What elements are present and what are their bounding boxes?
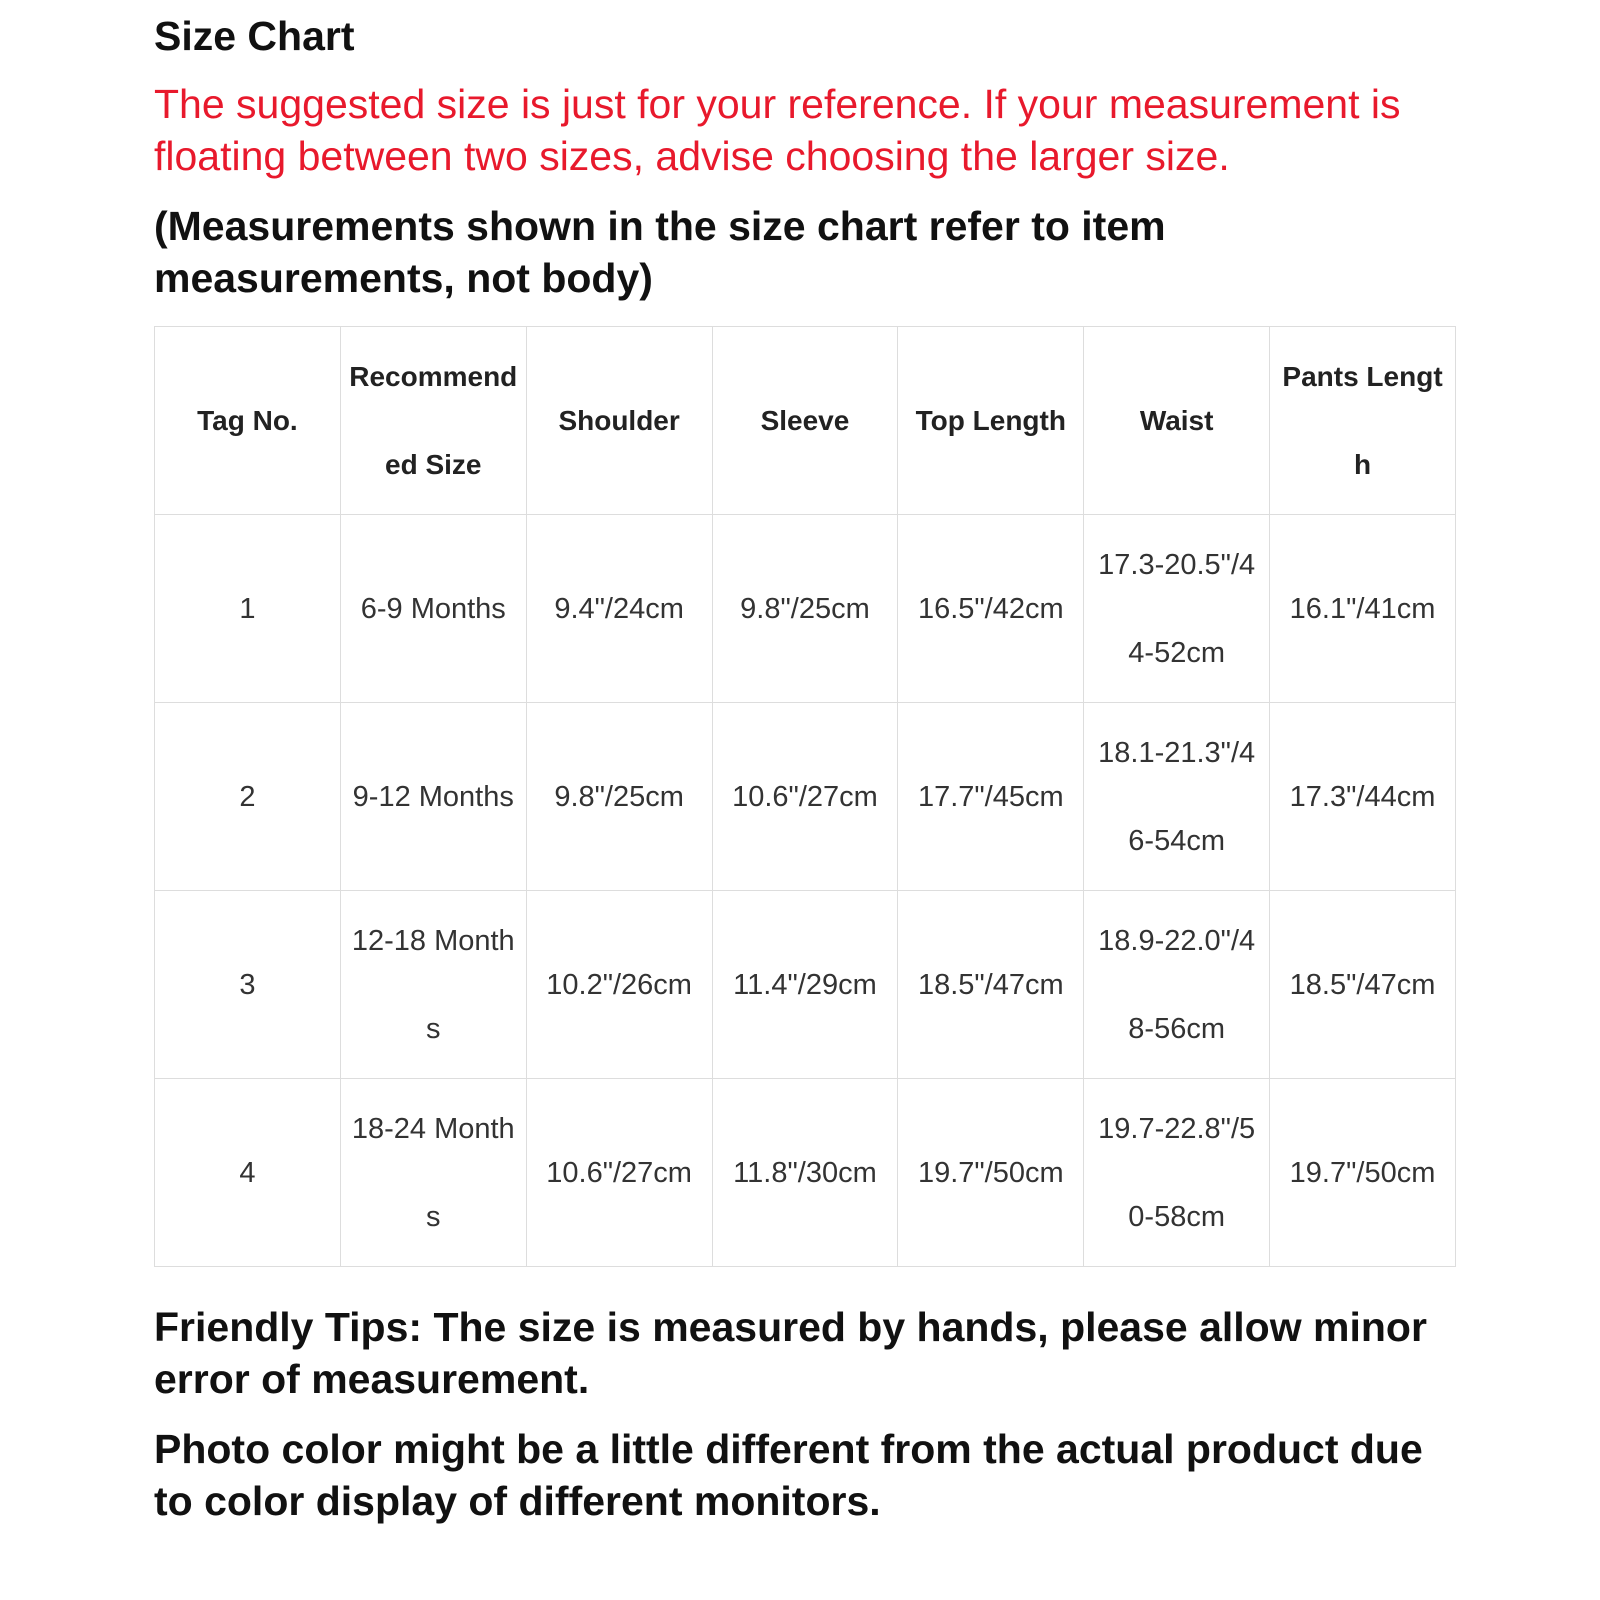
cell-recommended-size: 12-18 Months <box>340 891 526 1079</box>
cell-recommended-size: 18-24 Months <box>340 1079 526 1267</box>
cell-tag-no: 3 <box>155 891 341 1079</box>
header-tag-no: Tag No. <box>155 327 341 515</box>
table-header-row <box>155 327 1456 515</box>
cell-waist: 18.9-22.0"/48-56cm <box>1084 891 1270 1079</box>
friendly-tips: Friendly Tips: The size is measured by hands, please allow minor error of measurement. <box>154 1304 1427 1402</box>
table-row <box>155 515 1456 703</box>
header-sleeve: Sleeve <box>712 327 898 515</box>
table-row <box>155 1079 1456 1267</box>
cell-sleeve: 11.4"/29cm <box>712 891 898 1079</box>
cell-pants-length: 18.5"/47cm <box>1270 891 1456 1079</box>
table-row <box>155 703 1456 891</box>
cell-shoulder: 10.6"/27cm <box>526 1079 712 1267</box>
cell-pants-length: 17.3"/44cm <box>1270 703 1456 891</box>
cell-pants-length: 19.7"/50cm <box>1270 1079 1456 1267</box>
size-notice: The suggested size is just for your reference. If your measurement is floating between two sizes, advise choosing the larger size. <box>154 81 1401 179</box>
size-table <box>154 326 1456 1267</box>
cell-recommended-size: 9-12 Months <box>340 703 526 891</box>
cell-shoulder: 9.8"/25cm <box>526 703 712 891</box>
header-shoulder: Shoulder <box>526 327 712 515</box>
table-row <box>155 891 1456 1079</box>
cell-top-length: 17.7"/45cm <box>898 703 1084 891</box>
header-pants-length: Pants Length <box>1270 327 1456 515</box>
measurement-note: (Measurements shown in the size chart refer to item measurements, not body) <box>154 203 1166 301</box>
size-chart-document <box>154 10 1454 1527</box>
photo-color-note: Photo color might be a little different from the actual product due to color display of different monitors. <box>154 1426 1423 1524</box>
cell-tag-no: 2 <box>155 703 341 891</box>
page-title: Size Chart <box>154 13 355 59</box>
cell-sleeve: 9.8"/25cm <box>712 515 898 703</box>
cell-waist: 18.1-21.3"/46-54cm <box>1084 703 1270 891</box>
cell-shoulder: 9.4"/24cm <box>526 515 712 703</box>
cell-tag-no: 4 <box>155 1079 341 1267</box>
cell-sleeve: 11.8"/30cm <box>712 1079 898 1267</box>
cell-recommended-size: 6-9 Months <box>340 515 526 703</box>
header-top-length: Top Length <box>898 327 1084 515</box>
cell-top-length: 16.5"/42cm <box>898 515 1084 703</box>
cell-shoulder: 10.2"/26cm <box>526 891 712 1079</box>
cell-waist: 19.7-22.8"/50-58cm <box>1084 1079 1270 1267</box>
cell-pants-length: 16.1"/41cm <box>1270 515 1456 703</box>
cell-sleeve: 10.6"/27cm <box>712 703 898 891</box>
cell-top-length: 19.7"/50cm <box>898 1079 1084 1267</box>
cell-waist: 17.3-20.5"/44-52cm <box>1084 515 1270 703</box>
cell-top-length: 18.5"/47cm <box>898 891 1084 1079</box>
cell-tag-no: 1 <box>155 515 341 703</box>
header-waist: Waist <box>1084 327 1270 515</box>
header-recommended-size: Recommended Size <box>340 327 526 515</box>
